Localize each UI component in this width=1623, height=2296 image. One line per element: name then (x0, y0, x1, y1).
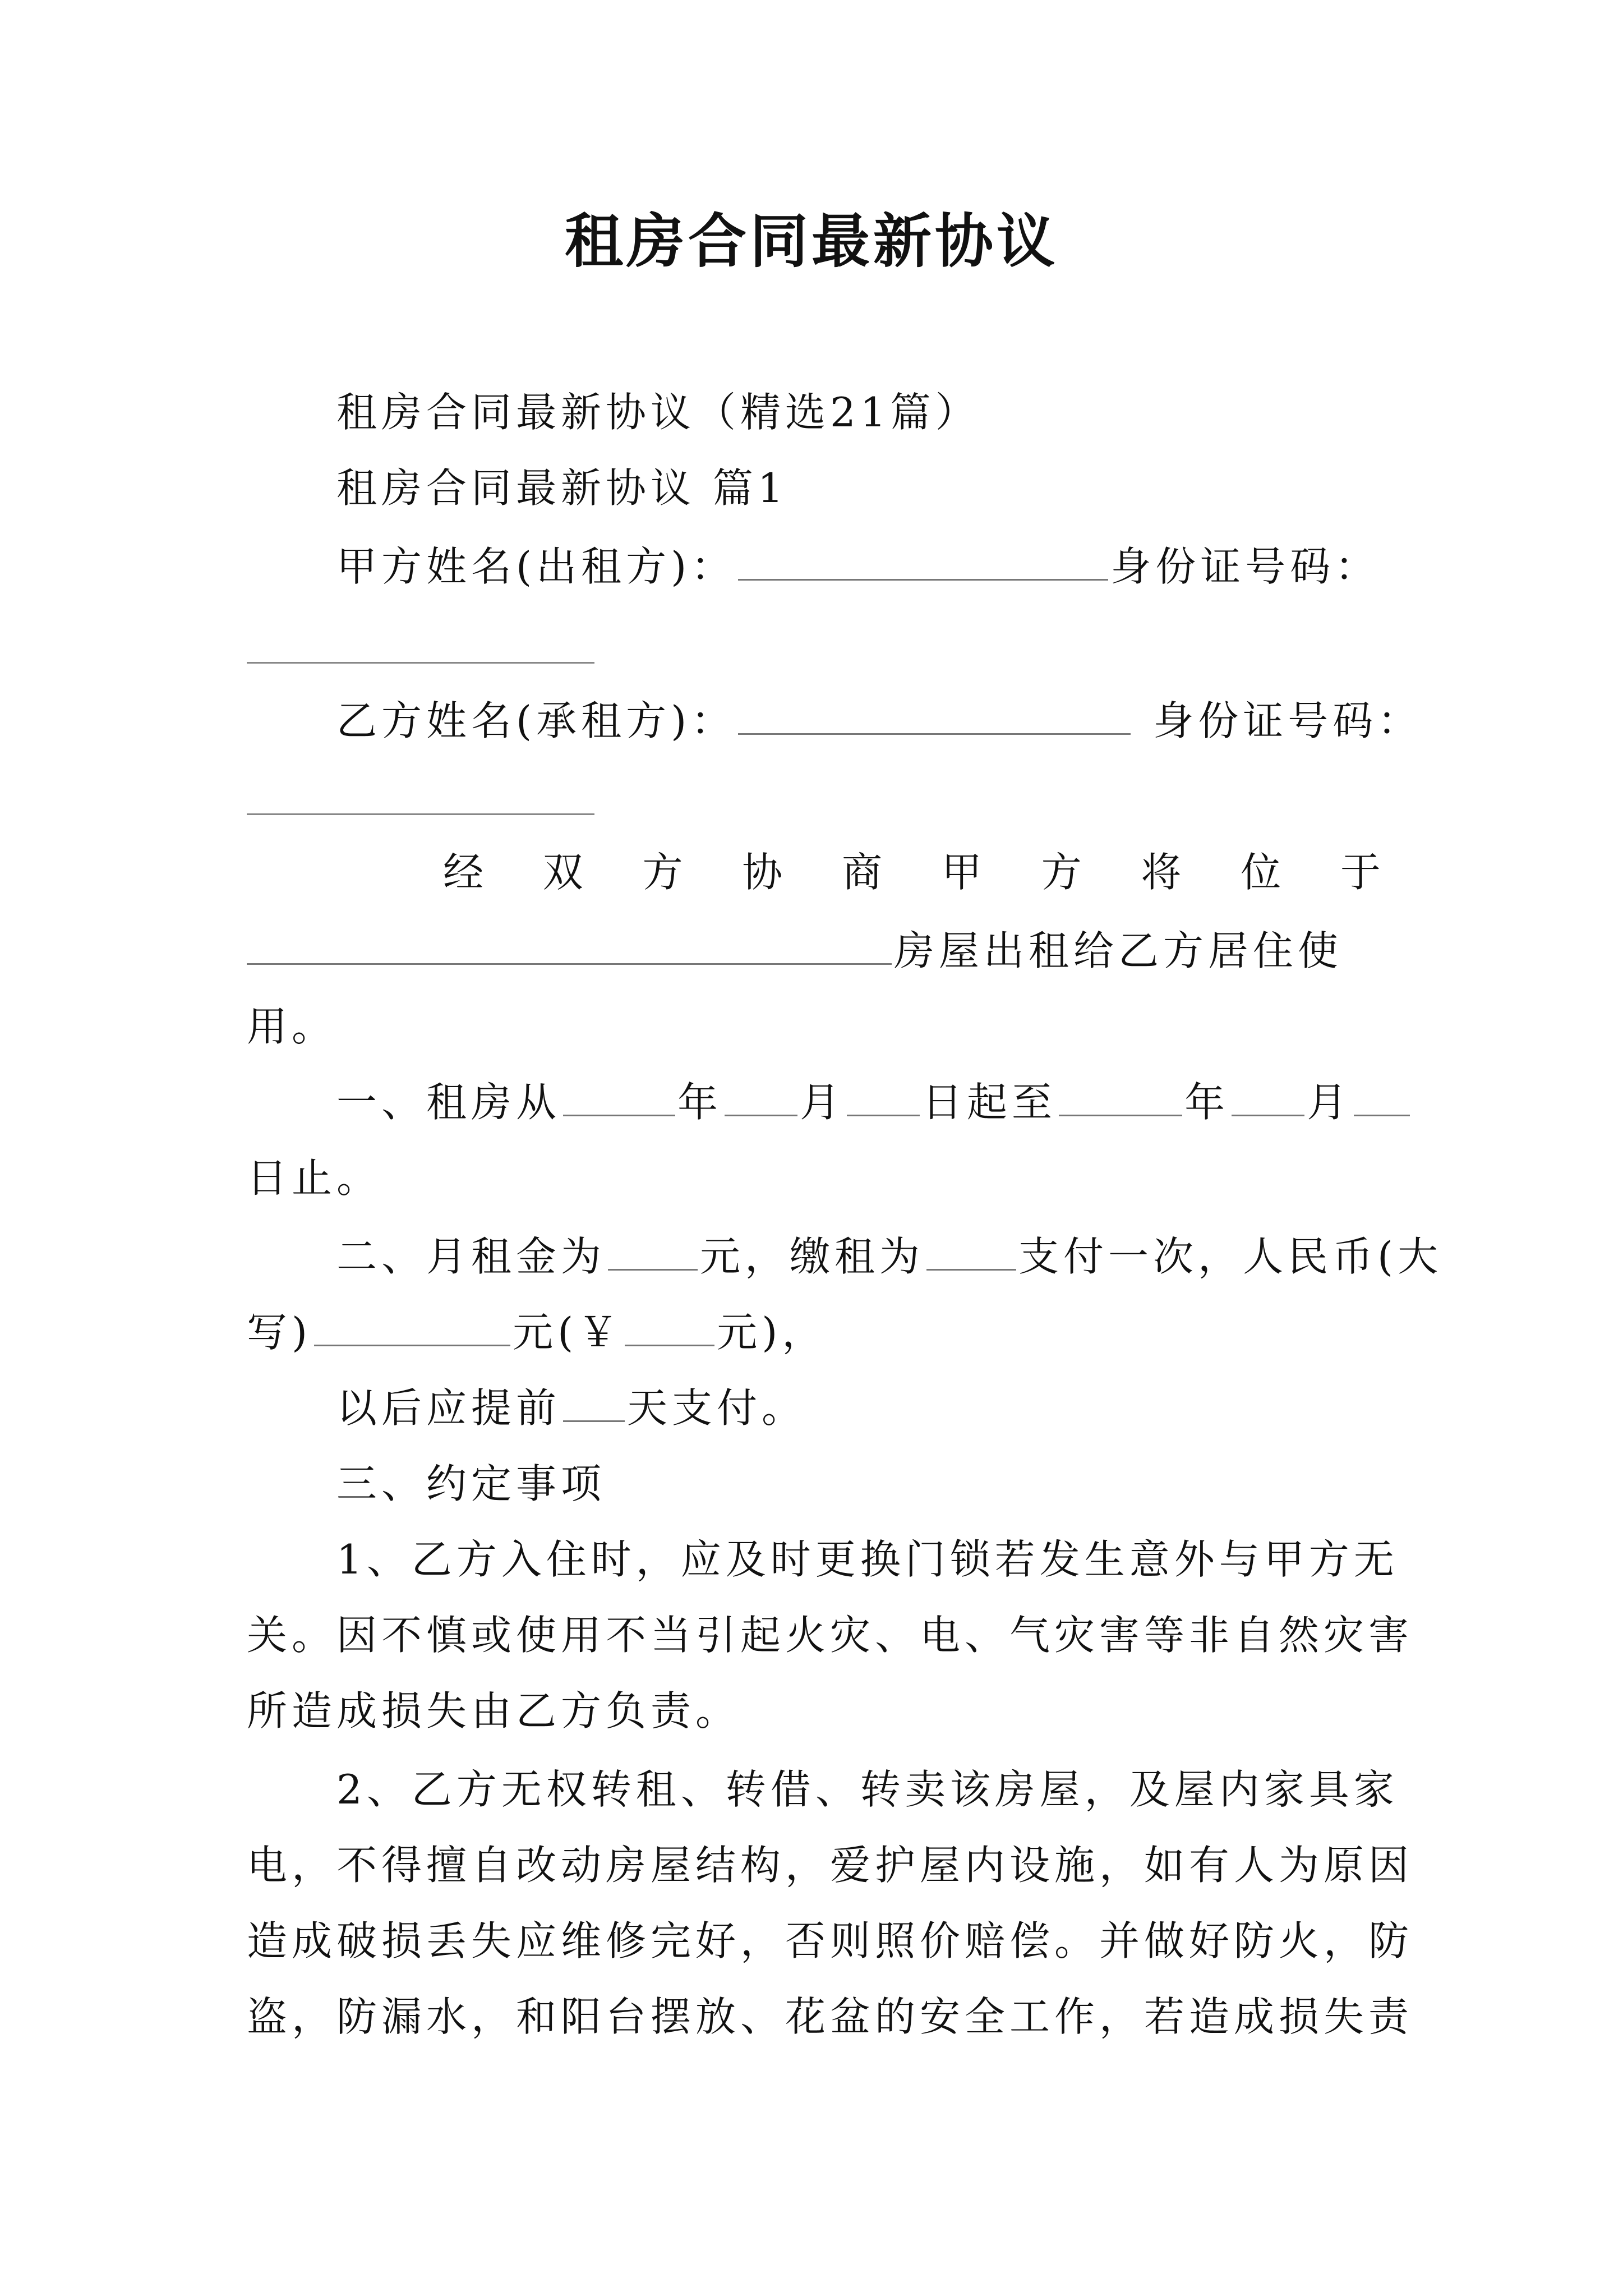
intro-char: 方 (642, 849, 688, 896)
end-month-blank[interactable] (1232, 1075, 1304, 1116)
day-from-label: 日起至 (922, 1079, 1057, 1126)
rent-line-2 (247, 1301, 1385, 1363)
document-title: 租房合同最新协议 (564, 206, 1058, 275)
party-a-label: 甲方姓名(出租方)： (336, 543, 736, 590)
rent-uppercase-label: 写) (247, 1309, 312, 1356)
party-b-id-blank[interactable] (247, 813, 594, 815)
term-line-2: 日止。 (247, 1154, 382, 1202)
month-label: 月 (800, 1079, 845, 1126)
item1-line-2: 关。因不慎或使用不当引起火灾、电、气灾害等非自然灾害 (247, 1612, 1414, 1659)
party-a-id-blank[interactable] (247, 662, 594, 664)
rent-amount-blank[interactable] (625, 1305, 714, 1346)
item2-line-2: 电，不得擅自改动房屋结构，爱护屋内设施，如有人为原因 (247, 1842, 1414, 1889)
intro-char: 于 (1340, 849, 1385, 896)
payment-period-blank[interactable] (926, 1230, 1016, 1271)
intro-char: 将 (1141, 849, 1186, 896)
term-label: 一、租房从 (336, 1079, 561, 1126)
agreement-header: 三、约定事项 (336, 1460, 606, 1507)
start-day-blank[interactable] (847, 1075, 920, 1116)
section-heading: 租房合同最新协议 篇1 (336, 464, 788, 512)
rent-yuan-label: 元，缴租为 (700, 1233, 925, 1280)
rent-yuan-symbol-label: 元(￥ (513, 1309, 623, 1356)
item2-line-1: 2、乙方无权转租、转借、转卖该房屋，及屋内家具家 (336, 1766, 1399, 1813)
intro-line-2 (247, 920, 1385, 982)
intro-char: 协 (742, 849, 787, 896)
intro-line-1 (443, 841, 1385, 903)
year-label: 年 (1184, 1079, 1230, 1126)
rent-label: 二、月租金为 (336, 1233, 606, 1280)
item1-line-3: 所造成损失由乙方负责。 (247, 1687, 741, 1734)
property-address-blank[interactable] (247, 924, 892, 965)
party-b-label: 乙方姓名(承租方)： (336, 697, 736, 744)
monthly-rent-blank[interactable] (608, 1230, 698, 1271)
intro-line-3: 用。 (247, 1003, 337, 1050)
item2-line-3: 造成破损丢失应维修完好，否则照价赔偿。并做好防火，防 (247, 1917, 1414, 1964)
intro-char: 方 (1041, 849, 1086, 896)
advance-days-blank[interactable] (563, 1381, 625, 1422)
document-subtitle: 租房合同最新协议（精选21篇） (336, 389, 980, 436)
intro-char: 经 (443, 849, 488, 896)
party-b-id-label: 身份证号码： (1153, 697, 1423, 744)
start-month-blank[interactable] (725, 1075, 797, 1116)
month-label: 月 (1307, 1079, 1352, 1126)
rent-line-1 (336, 1226, 1443, 1287)
intro-char: 位 (1241, 849, 1286, 896)
intro-char: 商 (842, 849, 887, 896)
rent-uppercase-blank[interactable] (314, 1305, 510, 1346)
intro-char: 双 (542, 849, 588, 896)
term-line-1 (336, 1071, 1385, 1133)
party-b-name-blank[interactable] (738, 694, 1131, 735)
year-label: 年 (677, 1079, 723, 1126)
rent-pay-label: 支付一次，人民币(大 (1018, 1233, 1443, 1280)
end-year-blank[interactable] (1059, 1075, 1182, 1116)
advance-days-label: 天支付。 (627, 1384, 807, 1432)
advance-label: 以后应提前 (336, 1384, 561, 1432)
party-a-name-blank[interactable] (738, 540, 1108, 581)
party-b-row (336, 690, 1423, 752)
item1-line-1: 1、乙方入住时，应及时更换门锁若发生意外与甲方无 (336, 1536, 1399, 1583)
party-a-id-label: 身份证号码： (1110, 543, 1380, 590)
party-a-row (336, 536, 1385, 597)
rent-line-3 (336, 1377, 1385, 1439)
item2-line-4: 盗，防漏水，和阳台摆放、花盆的安全工作，若造成损失责 (247, 1993, 1414, 2040)
intro-char: 甲 (941, 849, 986, 896)
end-day-blank[interactable] (1354, 1075, 1410, 1116)
rent-yuan-close-label: 元)， (717, 1309, 827, 1356)
intro-tail: 房屋出租给乙方居住使 (894, 927, 1343, 974)
start-year-blank[interactable] (563, 1075, 675, 1116)
